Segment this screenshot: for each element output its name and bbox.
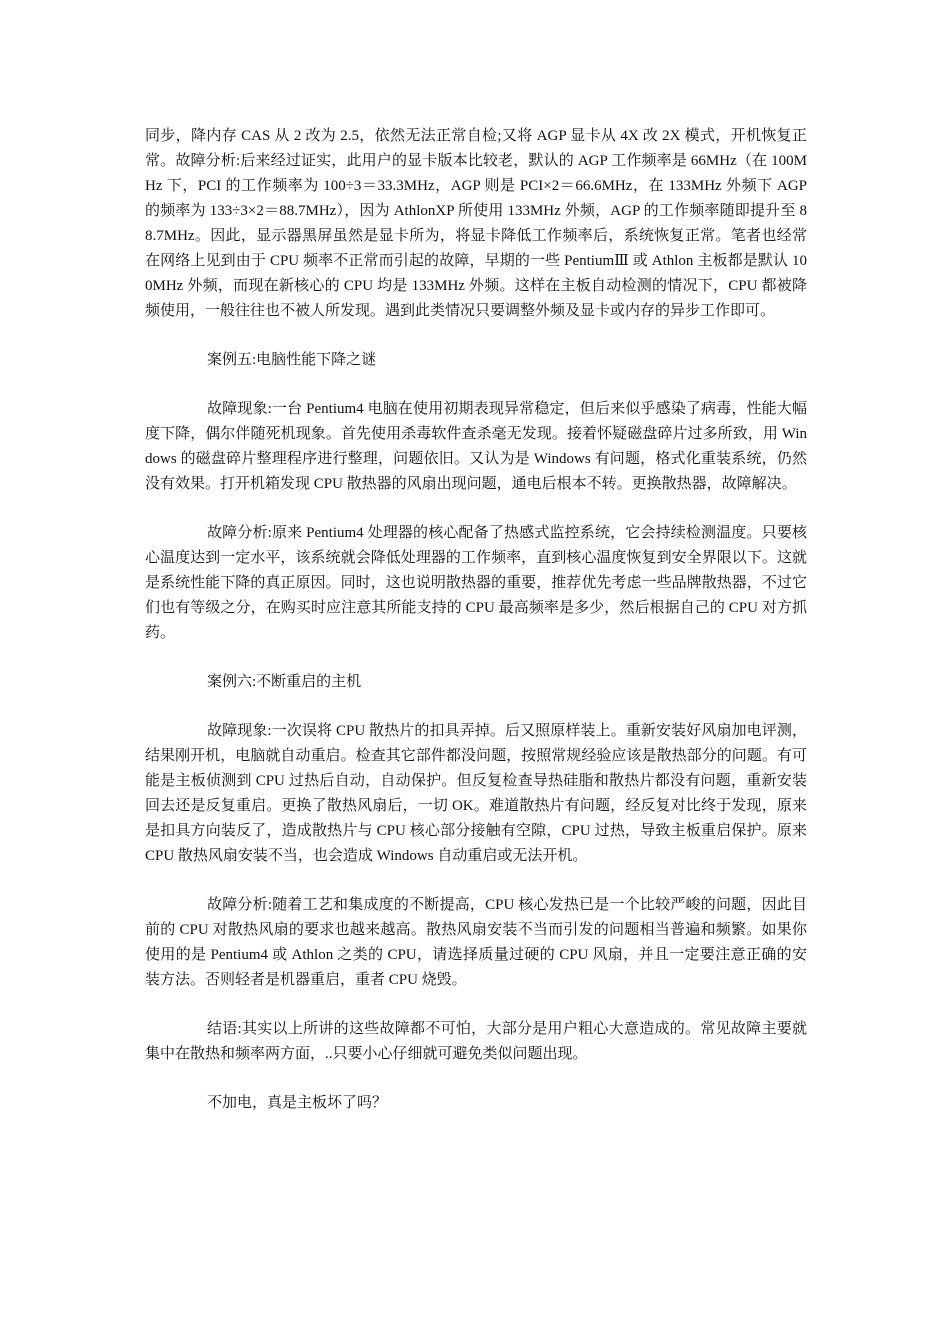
case-five-heading: 案例五:电脑性能下降之谜 — [207, 352, 377, 368]
paragraph-gap — [145, 1067, 807, 1091]
paragraph-gap — [145, 646, 807, 670]
paragraph-gap — [145, 373, 807, 397]
next-section-heading: 不加电，真是主板坏了吗？ — [207, 1095, 388, 1111]
paragraph-gap — [145, 869, 807, 893]
case-five-analysis: 故障分析:原来 Pentium4 处理器的核心配备了热感式监控系统，它会持续检测温度。只要核心温度达到一定水平，该系统就会降低处理器的工作频率，直到核心温度恢复到安全界限以下。这就是系统性能下降的真正原因。同时，这也说明散热器的重要，推荐优先考虑一些品牌散热器，不过它们也有等级之分，在购买时应注意其所能支持的 CPU 最高频率是多少，然后根据自己的 CPU 对方抓药。 — [145, 525, 807, 641]
paragraph-gap — [145, 695, 807, 719]
case-six-heading: 案例六:不断重启的主机 — [207, 674, 362, 690]
case-six-analysis: 故障分析:随着工艺和集成度的不断提高，CPU 核心发热已是一个比较严峻的问题，因此目前的 CPU 对散热风扇的要求也越来越高。散热风扇安装不当而引发的问题相当普遍和频繁。如果你使用的是 Pentium4 或 Athlon 之类的 CPU，请选择质量过硬的 CPU 风扇，并且一定要注意正确的安装方法。否则轻者是机器重启，重者 CPU 烧毁。 — [145, 897, 807, 988]
conclusion-paragraph: 结语:其实以上所讲的这些故障都不可怕，大部分是用户粗心大意造成的。常见故障主要就集中在散热和频率两方面，..只要小心仔细就可避免类似问题出现。 — [145, 1021, 807, 1062]
document-page — [145, 124, 807, 1116]
paragraph-agp-analysis: 同步，降内存 CAS 从 2 改为 2.5，依然无法正常自检;又将 AGP 显卡从 4X 改 2X 模式，开机恢复正常。故障分析:后来经过证实，此用户的显卡版本比较老，默认的 AGP 工作频率是 66MHz（在 100MHz 下，PCI 的工作频率为 100÷3＝33.3MHz，AGP 则是 PCI×2＝66.6MHz，在 133MHz 外频下 AGP 的频率为 133÷3×2＝88.7MHz），因为 AthlonXP 所使用 133MHz 外频，AGP 的工作频率随即提升至 88.7MHz。因此，显示器黑屏虽然是显卡所为，将显卡降低工作频率后，系统恢复正常。笔者也经常在网络上见到由于 CPU 频率不正常而引起的故障，早期的一些 PentiumⅢ 或 Athlon 主板都是默认 100MHz 外频，而现在新核心的 CPU 均是 133MHz 外频。这样在主板自动检测的情况下，CPU 都被降频使用，一般往往也不被人所发现。遇到此类情况只要调整外频及显卡或内存的异步工作即可。 — [145, 128, 807, 319]
paragraph-gap — [145, 993, 807, 1017]
paragraph-gap — [145, 497, 807, 521]
paragraph-gap — [145, 324, 807, 348]
case-five-symptom: 故障现象:一台 Pentium4 电脑在使用初期表现异常稳定，但后来似乎感染了病毒，性能大幅度下降，偶尔伴随死机现象。首先使用杀毒软件查杀毫无发现。接着怀疑磁盘碎片过多所致，用 Windows 的磁盘碎片整理程序进行整理，问题依旧。又认为是 Windows 有问题，格式化重装系统，仍然没有效果。打开机箱发现 CPU 散热器的风扇出现问题，通电后根本不转。更换散热器，故障解决。 — [145, 401, 807, 492]
case-six-symptom: 故障现象:一次误将 CPU 散热片的扣具弄掉。后又照原样装上。重新安装好风扇加电评测，结果刚开机，电脑就自动重启。检查其它部件都没问题，按照常规经验应该是散热部分的问题。有可能是主板侦测到 CPU 过热后自动，自动保护。但反复检查导热硅脂和散热片都没有问题，重新安装回去还是反复重启。更换了散热风扇后，一切 OK。难道散热片有问题，经反复对比终于发现，原来是扣具方向装反了，造成散热片与 CPU 核心部分接触有空隙，CPU 过热，导致主板重启保护。原来 CPU 散热风扇安装不当，也会造成 Windows 自动重启或无法开机。 — [145, 723, 807, 864]
